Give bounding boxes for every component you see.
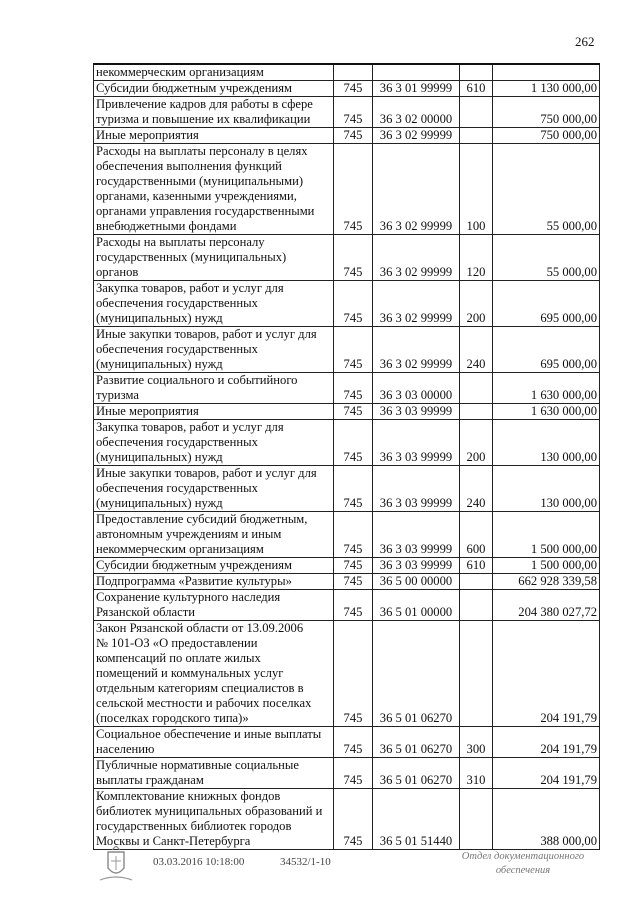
row-gr-cell: 745 (334, 81, 373, 97)
row-csr-cell: 36 3 02 99999 (373, 144, 460, 235)
row-vr-cell: 200 (460, 281, 493, 327)
budget-table (93, 63, 600, 850)
row-name-cell: Комплектование книжных фондов библиотек муниципальных образований и государственных библиотек городов Москвы и Санкт-Петербурга (94, 789, 334, 850)
row-csr-cell: 36 3 02 99999 (373, 327, 460, 373)
row-csr-cell: 36 5 00 00000 (373, 574, 460, 590)
row-sum-cell: 695 000,00 (493, 327, 600, 373)
table-row (94, 758, 600, 789)
row-sum-cell (493, 64, 600, 81)
row-vr-cell (460, 97, 493, 128)
table-row (94, 373, 600, 404)
row-vr-cell: 610 (460, 81, 493, 97)
row-vr-cell (460, 404, 493, 420)
row-name-cell: Иные закупки товаров, работ и услуг для обеспечения государственных (муниципальных) нужд (94, 327, 334, 373)
row-vr-cell (460, 789, 493, 850)
table-row (94, 727, 600, 758)
stamp-line-1: Отдел документационного (461, 851, 585, 862)
table-row (94, 97, 600, 128)
row-csr-cell: 36 3 02 99999 (373, 281, 460, 327)
row-name-cell: Социальное обеспечение и иные выплаты населению (94, 727, 334, 758)
row-vr-cell (460, 373, 493, 404)
row-vr-cell: 100 (460, 144, 493, 235)
row-csr-cell: 36 3 03 00000 (373, 373, 460, 404)
row-csr-cell: 36 5 01 51440 (373, 789, 460, 850)
row-gr-cell: 745 (334, 373, 373, 404)
row-name-cell: Предоставление субсидий бюджетным, автономным учреждениям и иным некоммерческим организациям (94, 512, 334, 558)
row-vr-cell (460, 590, 493, 621)
row-gr-cell: 745 (334, 558, 373, 574)
table-row (94, 235, 600, 281)
row-gr-cell: 745 (334, 466, 373, 512)
row-gr-cell: 745 (334, 420, 373, 466)
table-row (94, 81, 600, 97)
row-vr-cell: 300 (460, 727, 493, 758)
table-row (94, 590, 600, 621)
row-csr-cell (373, 64, 460, 81)
row-csr-cell: 36 3 03 99999 (373, 420, 460, 466)
row-sum-cell: 55 000,00 (493, 235, 600, 281)
row-vr-cell (460, 621, 493, 727)
row-name-cell: некоммерческим организациям (94, 64, 334, 81)
row-name-cell: Субсидии бюджетным учреждениям (94, 558, 334, 574)
stamp-line-2: обеспечения (495, 865, 551, 876)
row-gr-cell: 745 (334, 727, 373, 758)
row-gr-cell: 745 (334, 574, 373, 590)
row-csr-cell: 36 5 01 00000 (373, 590, 460, 621)
row-sum-cell: 1 500 000,00 (493, 512, 600, 558)
table-row (94, 64, 600, 81)
row-gr-cell: 745 (334, 97, 373, 128)
row-name-cell: Развитие социального и событийного туризма (94, 373, 334, 404)
row-csr-cell: 36 5 01 06270 (373, 758, 460, 789)
row-sum-cell: 1 500 000,00 (493, 558, 600, 574)
row-sum-cell: 695 000,00 (493, 281, 600, 327)
row-csr-cell: 36 3 02 00000 (373, 97, 460, 128)
row-name-cell: Подпрограмма «Развитие культуры» (94, 574, 334, 590)
row-vr-cell (460, 128, 493, 144)
row-csr-cell: 36 5 01 06270 (373, 727, 460, 758)
table-row (94, 404, 600, 420)
row-csr-cell: 36 5 01 06270 (373, 621, 460, 727)
row-sum-cell: 55 000,00 (493, 144, 600, 235)
row-vr-cell: 610 (460, 558, 493, 574)
row-gr-cell: 745 (334, 281, 373, 327)
row-name-cell: Публичные нормативные социальные выплаты гражданам (94, 758, 334, 789)
table-row (94, 144, 600, 235)
row-sum-cell: 750 000,00 (493, 128, 600, 144)
footer-document-id: 34532/1-10 (280, 856, 331, 868)
department-stamp (448, 850, 598, 878)
row-sum-cell: 204 380 027,72 (493, 590, 600, 621)
row-name-cell: Иные закупки товаров, работ и услуг для обеспечения государственных (муниципальных) нужд (94, 466, 334, 512)
row-vr-cell (460, 64, 493, 81)
table-row (94, 789, 600, 850)
row-name-cell: Закупка товаров, работ и услуг для обеспечения государственных (муниципальных) нужд (94, 420, 334, 466)
row-gr-cell: 745 (334, 621, 373, 727)
row-csr-cell: 36 3 03 99999 (373, 512, 460, 558)
row-name-cell: Закон Рязанской области от 13.09.2006 № 101-ОЗ «О предоставлении компенсаций по оплате жилых помещений и коммунальных услуг отдельным категориям специалистов в сельской местности и рабочих поселках (поселках городского типа)» (94, 621, 334, 727)
coat-of-arms-icon (96, 846, 136, 884)
row-vr-cell: 200 (460, 420, 493, 466)
row-csr-cell: 36 3 01 99999 (373, 81, 460, 97)
row-gr-cell: 745 (334, 512, 373, 558)
row-gr-cell: 745 (334, 590, 373, 621)
budget-table-body (94, 64, 600, 850)
row-csr-cell: 36 3 03 99999 (373, 558, 460, 574)
table-row (94, 621, 600, 727)
row-sum-cell: 130 000,00 (493, 466, 600, 512)
table-row (94, 466, 600, 512)
row-name-cell: Иные мероприятия (94, 128, 334, 144)
row-vr-cell: 240 (460, 466, 493, 512)
row-csr-cell: 36 3 03 99999 (373, 404, 460, 420)
row-csr-cell: 36 3 02 99999 (373, 235, 460, 281)
table-row (94, 558, 600, 574)
row-sum-cell: 130 000,00 (493, 420, 600, 466)
table-row (94, 327, 600, 373)
row-vr-cell: 120 (460, 235, 493, 281)
row-name-cell: Иные мероприятия (94, 404, 334, 420)
row-csr-cell: 36 3 02 99999 (373, 128, 460, 144)
table-row (94, 574, 600, 590)
row-gr-cell: 745 (334, 404, 373, 420)
row-name-cell: Субсидии бюджетным учреждениям (94, 81, 334, 97)
row-vr-cell: 310 (460, 758, 493, 789)
table-row (94, 281, 600, 327)
row-gr-cell: 745 (334, 789, 373, 850)
row-sum-cell: 1 630 000,00 (493, 373, 600, 404)
footer-datetime: 03.03.2016 10:18:00 (153, 856, 245, 868)
row-sum-cell: 204 191,79 (493, 758, 600, 789)
row-gr-cell: 745 (334, 144, 373, 235)
row-csr-cell: 36 3 03 99999 (373, 466, 460, 512)
row-name-cell: Расходы на выплаты персоналу государственных (муниципальных) органов (94, 235, 334, 281)
row-name-cell: Закупка товаров, работ и услуг для обеспечения государственных (муниципальных) нужд (94, 281, 334, 327)
table-row (94, 512, 600, 558)
row-sum-cell: 662 928 339,58 (493, 574, 600, 590)
row-sum-cell: 1 630 000,00 (493, 404, 600, 420)
row-sum-cell: 750 000,00 (493, 97, 600, 128)
row-sum-cell: 388 000,00 (493, 789, 600, 850)
row-sum-cell: 1 130 000,00 (493, 81, 600, 97)
row-gr-cell: 745 (334, 758, 373, 789)
row-vr-cell: 240 (460, 327, 493, 373)
row-name-cell: Привлечение кадров для работы в сфере туризма и повышение их квалификации (94, 97, 334, 128)
row-sum-cell: 204 191,79 (493, 727, 600, 758)
table-row (94, 128, 600, 144)
row-vr-cell (460, 574, 493, 590)
row-sum-cell: 204 191,79 (493, 621, 600, 727)
row-gr-cell: 745 (334, 128, 373, 144)
row-name-cell: Расходы на выплаты персоналу в целях обеспечения выполнения функций государственными (муниципальными) органами, казенными учреждениями, органами управления государственными внебюджетными фондами (94, 144, 334, 235)
row-vr-cell: 600 (460, 512, 493, 558)
row-gr-cell: 745 (334, 327, 373, 373)
table-row (94, 420, 600, 466)
row-gr-cell (334, 64, 373, 81)
row-gr-cell: 745 (334, 235, 373, 281)
page-number: 262 (575, 34, 595, 49)
row-name-cell: Сохранение культурного наследия Рязанской области (94, 590, 334, 621)
